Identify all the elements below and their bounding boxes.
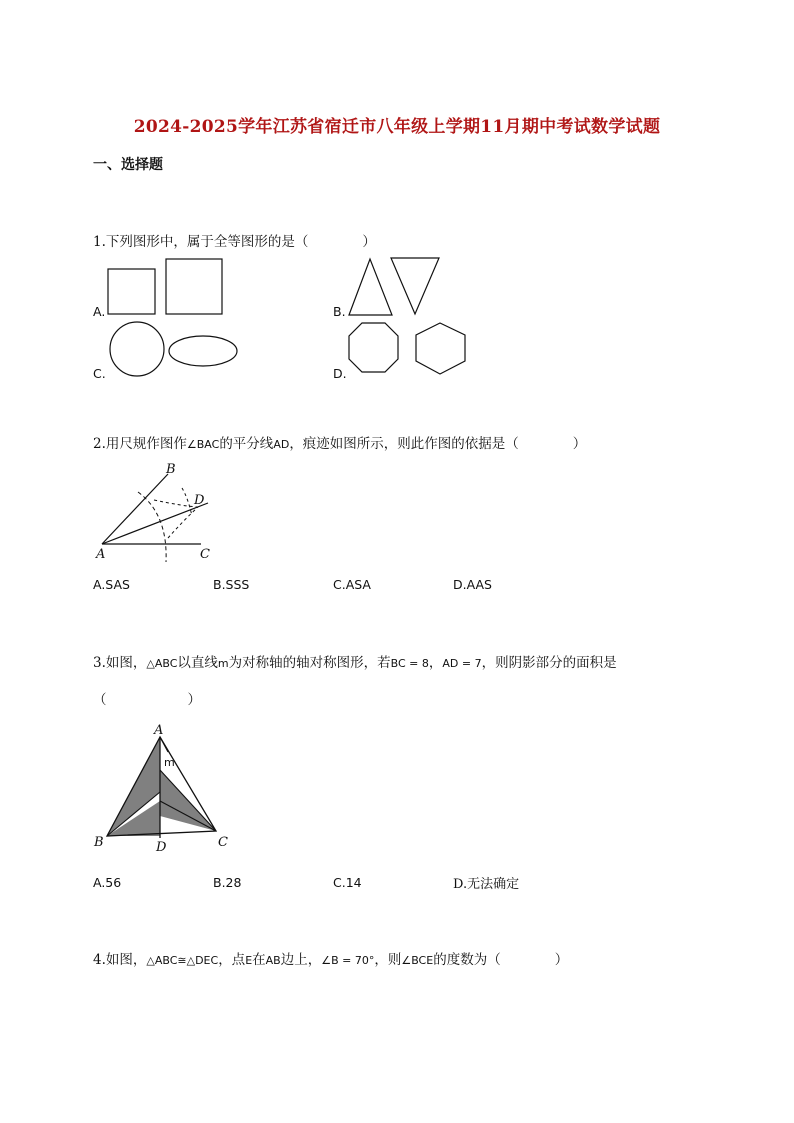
condition-ad: AD = 7 — [442, 657, 482, 670]
option-c[interactable]: C.ASA — [333, 577, 371, 592]
point-c-label: C — [218, 835, 228, 850]
question-stem: 下列图形中，属于全等图形的是（ ） — [105, 234, 376, 250]
option-a[interactable]: A.56 — [93, 875, 122, 890]
bisector-ad — [102, 503, 208, 544]
question-stem-part: 边上， — [280, 952, 322, 968]
question-4 — [93, 948, 568, 968]
question-number: 1. — [93, 234, 106, 250]
point-b-label: B — [94, 835, 104, 850]
question-stem-part: ， — [428, 655, 443, 671]
condition-bc: BC = 8 — [390, 657, 429, 670]
option-b[interactable]: B.SSS — [213, 577, 250, 592]
circle — [110, 322, 164, 376]
option-a[interactable]: A. — [93, 304, 106, 319]
point-label: E — [245, 954, 253, 967]
option-d-polygons-figure — [346, 320, 470, 380]
section-heading: 一、选择题 — [93, 157, 163, 173]
question-number: 2. — [93, 436, 106, 452]
question-stem-part: 如图， — [105, 655, 147, 671]
option-b-triangles-figure — [346, 255, 446, 319]
answer-parenthesis: （ ） — [93, 692, 201, 708]
hexagon — [416, 323, 465, 374]
line-label: m — [217, 657, 229, 670]
page-title: 2024-2025学年江苏省宿迁市八年级上学期11月期中考试数学试题 — [133, 117, 661, 137]
option-c-circle-ellipse-figure — [104, 320, 244, 380]
target-angle-label: ∠BCE — [401, 954, 434, 967]
option-a[interactable]: A.SAS — [93, 577, 130, 592]
ray-ab — [102, 474, 168, 544]
triangle-label: △ABC — [146, 657, 178, 670]
option-c[interactable]: C. — [93, 366, 106, 381]
point-c-label: C — [200, 547, 210, 562]
segment-label: AB — [265, 954, 281, 967]
question-stem-part: 用尺规作图作 — [105, 436, 187, 452]
question-2 — [93, 432, 586, 452]
option-b[interactable]: B. — [333, 304, 346, 319]
question-stem-part: ，痕迹如图所示，则此作图的依据是（ ） — [289, 436, 587, 452]
point-d-label: D — [194, 493, 205, 508]
option-b[interactable]: B.28 — [213, 875, 242, 890]
construction-arc-lower — [168, 507, 198, 538]
question-stem-part: 以直线 — [177, 655, 218, 671]
octagon — [349, 323, 398, 372]
question-stem-part: 如图， — [105, 952, 147, 968]
point-a-label: A — [154, 723, 164, 738]
ellipse — [169, 336, 237, 366]
question-number: 3. — [93, 655, 106, 671]
question-1 — [93, 230, 376, 250]
upward-triangle — [349, 259, 392, 315]
question-stem-part: 的度数为（ ） — [433, 952, 569, 968]
option-c[interactable]: C.14 — [333, 875, 362, 890]
question-stem-part: 的平分线 — [219, 436, 274, 452]
question-number: 4. — [93, 952, 106, 968]
question-stem-part: ，点 — [218, 952, 246, 968]
axis-extension — [160, 737, 168, 752]
point-b-label: B — [166, 462, 176, 477]
construction-arc-crossing — [182, 488, 192, 516]
question-stem-part: 为对称轴的轴对称图形，若 — [228, 655, 391, 671]
construction-arc — [138, 492, 166, 562]
line-m-label: m — [164, 756, 175, 769]
question-stem-part: ，则阴影部分的面积是 — [481, 655, 617, 671]
angle-bisector-figure — [94, 460, 224, 565]
construction-arc-upper — [154, 500, 198, 507]
downward-triangle — [391, 258, 439, 314]
option-d[interactable]: D.AAS — [453, 577, 492, 592]
option-d[interactable]: D.无法确定 — [453, 877, 520, 892]
congruence-label: △ABC≅△DEC — [146, 954, 219, 967]
angle-label: ∠B = 70° — [321, 954, 375, 967]
question-stem-part: 在 — [252, 952, 266, 968]
point-d-label: D — [156, 840, 167, 855]
option-a-squares-figure — [104, 258, 244, 320]
small-square — [108, 269, 155, 314]
question-3 — [93, 651, 617, 671]
option-d[interactable]: D. — [333, 366, 347, 381]
segment-label: AD — [273, 438, 290, 451]
large-square — [166, 259, 222, 314]
question-stem-part: ，则 — [374, 952, 402, 968]
angle-label: ∠BAC — [186, 438, 220, 451]
point-a-label: A — [96, 547, 106, 562]
symmetric-triangle-figure — [94, 722, 244, 857]
